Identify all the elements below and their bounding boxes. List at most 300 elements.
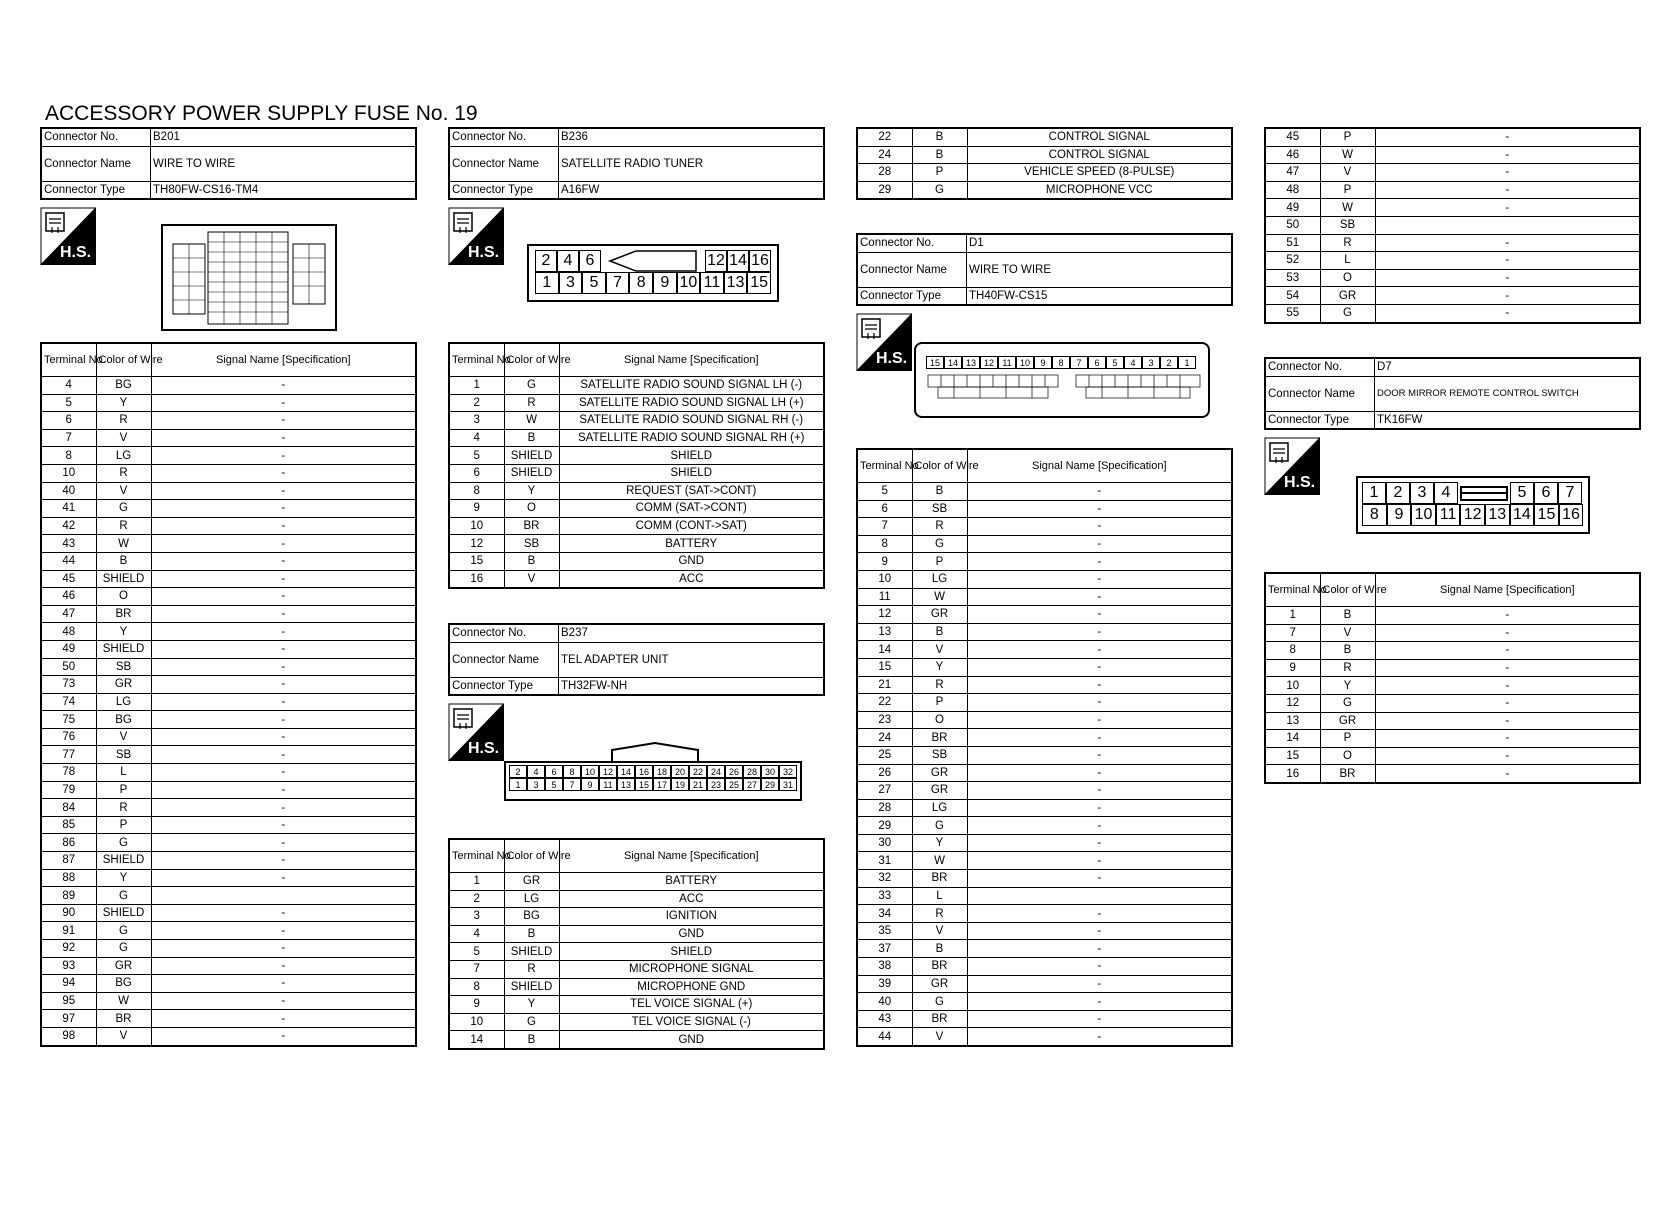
table-row [41, 869, 416, 887]
table-row [41, 852, 416, 870]
terminal-no-cell: 6 [449, 464, 504, 482]
table-row [857, 993, 1232, 1011]
signal-name-cell: - [967, 570, 1232, 588]
connector-pin: 16 [635, 765, 653, 778]
terminal-no-cell: 50 [1265, 216, 1320, 234]
table-row [1265, 304, 1640, 322]
connector-type-value: TH32FW-NH [559, 677, 825, 695]
signal-name-cell: ACC [559, 570, 824, 588]
connector-face-b201 [161, 224, 337, 331]
connector-b236 [448, 127, 825, 200]
connector-pin: 9 [1387, 504, 1412, 526]
wire-color-cell: B [912, 940, 967, 958]
terminal-no-cell: 28 [857, 799, 912, 817]
connector-pin: 9 [653, 272, 677, 294]
signal-name-cell: GND [559, 552, 824, 570]
table-row [449, 412, 824, 430]
terminal-no-cell: 6 [41, 412, 96, 430]
signal-name-cell: - [967, 922, 1232, 940]
signal-name-cell: - [151, 764, 416, 782]
terminal-table-d1-cont [1264, 127, 1641, 324]
wire-color-cell: G [96, 922, 151, 940]
signal-name-cell: - [1375, 642, 1640, 660]
terminal-no-cell: 48 [41, 623, 96, 641]
terminal-no-cell: 93 [41, 957, 96, 975]
wire-color-cell: B [96, 552, 151, 570]
signal-name-cell: SATELLITE RADIO SOUND SIGNAL RH (+) [559, 429, 824, 447]
connector-pin: 32 [779, 765, 797, 778]
signal-name-cell: - [967, 834, 1232, 852]
wire-color-cell: O [1320, 269, 1375, 287]
wire-color-cell: G [96, 834, 151, 852]
key-shape [610, 250, 696, 272]
table-row [1265, 747, 1640, 765]
terminal-no-cell: 55 [1265, 304, 1320, 322]
table-row [857, 164, 1232, 182]
signal-name-cell [1375, 216, 1640, 234]
terminal-no-cell: 1 [1265, 607, 1320, 625]
signal-name-cell: - [967, 1028, 1232, 1046]
terminal-no-cell: 86 [41, 834, 96, 852]
terminal-table-b237 [448, 838, 825, 1050]
table-row [857, 588, 1232, 606]
terminal-table-b237-cont-wrap [856, 127, 1233, 200]
wire-color-cell: B [1320, 642, 1375, 660]
signal-name-cell: - [1375, 624, 1640, 642]
wire-color-cell: V [912, 1028, 967, 1046]
connector-no-value: D1 [967, 234, 1233, 252]
wire-color-cell: R [912, 676, 967, 694]
connector-pin: 26 [725, 765, 743, 778]
hs-icon [1264, 437, 1320, 495]
terminal-no-cell: 22 [857, 128, 912, 146]
table-row [41, 1027, 416, 1045]
terminal-no-cell: 90 [41, 904, 96, 922]
table-row [857, 676, 1232, 694]
table-row [41, 500, 416, 518]
terminal-no-cell: 27 [857, 782, 912, 800]
connector-pin: 11 [599, 778, 617, 791]
terminal-no-cell: 29 [857, 817, 912, 835]
table-row [449, 500, 824, 518]
connector-pin: 5 [1510, 482, 1534, 504]
connector-pin: 24 [707, 765, 725, 778]
wire-color-cell: L [912, 887, 967, 905]
terminal-no-cell: 75 [41, 711, 96, 729]
table-row [857, 128, 1232, 146]
connector-pin: 25 [725, 778, 743, 791]
wire-color-cell: B [912, 623, 967, 641]
table-row [857, 905, 1232, 923]
terminal-no-cell: 85 [41, 816, 96, 834]
hs-badge [1264, 437, 1320, 495]
wire-color-cell: G [1320, 694, 1375, 712]
wire-color-cell: G [96, 500, 151, 518]
connector-pin: 17 [653, 778, 671, 791]
connector-pin: 30 [761, 765, 779, 778]
wire-color-cell: G [96, 940, 151, 958]
table-row [857, 570, 1232, 588]
connector-pin: 10 [677, 272, 701, 294]
connector-pin: 2 [1386, 482, 1410, 504]
wire-color-cell: LG [912, 799, 967, 817]
table-row [1265, 730, 1640, 748]
table-row [41, 464, 416, 482]
terminal-no-cell: 42 [41, 517, 96, 535]
connector-pin: 28 [743, 765, 761, 778]
wire-color-cell: Y [96, 394, 151, 412]
wire-color-cell: W [1320, 199, 1375, 217]
signal-name-cell: - [151, 1010, 416, 1028]
table-row [449, 925, 824, 943]
terminal-no-cell: 45 [41, 570, 96, 588]
connector-pin: 11 [700, 272, 724, 294]
connector-info-table [856, 233, 1233, 306]
terminal-no-cell: 16 [1265, 765, 1320, 783]
table-row [1265, 269, 1640, 287]
connector-pin: 9 [581, 778, 599, 791]
wire-color-cell: SHIELD [96, 852, 151, 870]
signal-name-header: Signal Name [Specification] [559, 343, 824, 377]
signal-name-cell: - [967, 958, 1232, 976]
signal-name-header: Signal Name [Specification] [1375, 573, 1640, 607]
terminal-no-cell: 94 [41, 975, 96, 993]
signal-name-cell: - [151, 552, 416, 570]
wire-color-cell: Y [96, 869, 151, 887]
signal-name-cell: - [967, 764, 1232, 782]
table-row [857, 799, 1232, 817]
signal-name-cell: - [151, 693, 416, 711]
connector-type-label: Connector Type [449, 181, 559, 199]
signal-name-cell: - [967, 746, 1232, 764]
table-row [857, 641, 1232, 659]
connector-pin: 3 [527, 778, 545, 791]
table-row [41, 412, 416, 430]
signal-name-cell: - [151, 992, 416, 1010]
signal-name-cell: GND [559, 1031, 824, 1049]
connector-info-table [448, 623, 825, 696]
connector-pin: 3 [1142, 356, 1160, 369]
table-row [1265, 765, 1640, 783]
connector-face-b236 [527, 244, 779, 302]
terminal-no-cell: 28 [857, 164, 912, 182]
terminal-no-cell: 1 [449, 377, 504, 395]
signal-name-cell: - [1375, 287, 1640, 305]
wire-color-cell: V [1320, 624, 1375, 642]
wire-color-cell: LG [504, 890, 559, 908]
connector-name-value: WIRE TO WIRE [967, 252, 1233, 287]
connector-pin: 15 [1534, 504, 1559, 526]
connector-pin: 14 [1510, 504, 1535, 526]
table-row [41, 922, 416, 940]
terminal-no-cell: 49 [41, 640, 96, 658]
terminal-table-b237-wrap [448, 838, 825, 1050]
connector-pin: 19 [671, 778, 689, 791]
connector-pin: 11 [1436, 504, 1461, 526]
terminal-no-cell: 8 [41, 447, 96, 465]
terminal-no-header: Terminal No. [41, 343, 96, 377]
table-row [857, 606, 1232, 624]
wire-color-cell: B [912, 146, 967, 164]
wire-color-cell: BR [912, 1010, 967, 1028]
signal-name-cell: - [967, 905, 1232, 923]
signal-name-cell: - [151, 464, 416, 482]
terminal-no-cell: 24 [857, 729, 912, 747]
wire-color-cell: G [96, 887, 151, 905]
terminal-no-cell: 15 [449, 552, 504, 570]
connector-pin: 10 [1411, 504, 1436, 526]
connector-name-label: Connector Name [449, 642, 559, 677]
connector-pin: 2 [535, 250, 557, 272]
connector-pin: 8 [1052, 356, 1070, 369]
connector-d1 [856, 233, 1233, 306]
signal-name-cell: - [967, 553, 1232, 571]
table-row [1265, 287, 1640, 305]
terminal-no-cell: 13 [857, 623, 912, 641]
connector-pin: 13 [617, 778, 635, 791]
signal-name-cell: - [151, 1027, 416, 1045]
terminal-no-cell: 37 [857, 940, 912, 958]
terminal-no-header: Terminal No. [449, 839, 504, 873]
terminal-no-cell: 5 [449, 447, 504, 465]
table-row [449, 482, 824, 500]
table-row [857, 518, 1232, 536]
connector-pin: 5 [582, 272, 606, 294]
wire-color-cell: G [912, 181, 967, 199]
wire-color-cell: SHIELD [504, 464, 559, 482]
wire-color-cell: G [504, 377, 559, 395]
wire-color-cell: P [96, 816, 151, 834]
terminal-no-cell: 10 [449, 1013, 504, 1031]
terminal-no-cell: 3 [449, 412, 504, 430]
table-row [449, 890, 824, 908]
table-row [1265, 128, 1640, 146]
connector-no-label: Connector No. [449, 624, 559, 642]
terminal-no-cell: 39 [857, 975, 912, 993]
signal-name-cell: - [1375, 252, 1640, 270]
wire-color-cell: SB [96, 658, 151, 676]
connector-pin: 6 [579, 250, 601, 272]
signal-name-cell: SATELLITE RADIO SOUND SIGNAL LH (+) [559, 394, 824, 412]
table-row [449, 377, 824, 395]
pin-row-bottom [1362, 504, 1584, 526]
connector-pin: 16 [1559, 504, 1584, 526]
wire-color-cell: B [912, 128, 967, 146]
terminal-no-cell: 9 [857, 553, 912, 571]
connector-pin: 12 [980, 356, 998, 369]
terminal-no-cell: 40 [857, 993, 912, 1011]
signal-name-cell: - [967, 729, 1232, 747]
connector-pin: 3 [1410, 482, 1434, 504]
terminal-table-d1-wrap [856, 448, 1233, 1047]
terminal-no-cell: 87 [41, 852, 96, 870]
signal-name-cell: - [151, 588, 416, 606]
wire-color-cell: SHIELD [504, 943, 559, 961]
terminal-no-cell: 14 [857, 641, 912, 659]
table-row [857, 817, 1232, 835]
signal-name-cell: - [151, 904, 416, 922]
table-row [41, 834, 416, 852]
signal-name-cell: - [967, 799, 1232, 817]
signal-name-cell: - [967, 694, 1232, 712]
connector-name-value: SATELLITE RADIO TUNER [559, 146, 825, 181]
terminal-no-cell: 97 [41, 1010, 96, 1028]
color-of-wire-header: Color of Wire [96, 343, 151, 377]
signal-name-cell: MICROPHONE GND [559, 978, 824, 996]
connector-name-value: WIRE TO WIRE [151, 146, 417, 181]
table-row [857, 887, 1232, 905]
pin-row-top [509, 765, 797, 778]
terminal-no-cell: 9 [449, 996, 504, 1014]
signal-name-cell: CONTROL SIGNAL [967, 146, 1232, 164]
signal-name-header: Signal Name [Specification] [967, 449, 1232, 483]
signal-name-cell: - [967, 483, 1232, 501]
terminal-no-cell: 92 [41, 940, 96, 958]
table-row [41, 429, 416, 447]
hs-badge [448, 703, 504, 761]
signal-name-cell: - [967, 500, 1232, 518]
hs-icon [856, 313, 912, 371]
terminal-no-cell: 5 [857, 483, 912, 501]
connector-pin: 15 [635, 778, 653, 791]
connector-type-value: TK16FW [1375, 411, 1641, 429]
wire-color-cell: GR [912, 764, 967, 782]
wire-color-cell: B [504, 429, 559, 447]
wire-color-cell: B [504, 552, 559, 570]
terminal-no-cell: 8 [449, 482, 504, 500]
signal-name-cell: - [151, 834, 416, 852]
wire-color-cell: O [912, 711, 967, 729]
table-row [41, 535, 416, 553]
signal-name-cell: IGNITION [559, 908, 824, 926]
signal-name-cell: - [151, 922, 416, 940]
table-row [1265, 659, 1640, 677]
table-row [857, 764, 1232, 782]
terminal-no-cell: 77 [41, 746, 96, 764]
wire-color-cell: BG [96, 711, 151, 729]
signal-name-cell: - [1375, 659, 1640, 677]
signal-name-cell: TEL VOICE SIGNAL (+) [559, 996, 824, 1014]
signal-name-cell: - [1375, 747, 1640, 765]
connector-d7 [1264, 357, 1641, 430]
table-row [41, 904, 416, 922]
wire-color-cell: W [96, 992, 151, 1010]
wire-color-cell: Y [912, 834, 967, 852]
wire-color-cell: SB [504, 535, 559, 553]
signal-name-cell: - [151, 658, 416, 676]
terminal-no-cell: 7 [1265, 624, 1320, 642]
wire-color-cell: W [96, 535, 151, 553]
signal-name-cell: SATELLITE RADIO SOUND SIGNAL RH (-) [559, 412, 824, 430]
connector-pin: 13 [962, 356, 980, 369]
terminal-no-cell: 8 [1265, 642, 1320, 660]
connector-pin: 7 [1558, 482, 1582, 504]
page-title: ACCESSORY POWER SUPPLY FUSE No. 19 [45, 102, 478, 125]
signal-name-cell: - [151, 500, 416, 518]
connector-pin: 8 [1362, 504, 1387, 526]
wire-color-cell: V [96, 482, 151, 500]
signal-name-cell: GND [559, 925, 824, 943]
terminal-no-cell: 9 [449, 500, 504, 518]
table-row [857, 1028, 1232, 1046]
wire-color-cell: B [504, 1031, 559, 1049]
signal-name-cell: - [151, 852, 416, 870]
terminal-table-b236 [448, 342, 825, 589]
pin-row-bottom [509, 778, 797, 791]
wire-color-cell: W [1320, 146, 1375, 164]
table-row [857, 834, 1232, 852]
wire-color-cell: GR [912, 975, 967, 993]
wire-color-cell: R [912, 518, 967, 536]
table-row [41, 746, 416, 764]
table-row [41, 781, 416, 799]
hs-icon [448, 207, 504, 265]
wire-color-cell: GR [912, 606, 967, 624]
wire-color-cell: V [1320, 164, 1375, 182]
wire-color-cell: V [912, 641, 967, 659]
connector-type-label: Connector Type [857, 287, 967, 305]
table-row [41, 992, 416, 1010]
table-row [1265, 181, 1640, 199]
connector-info-table [448, 127, 825, 200]
table-row [857, 922, 1232, 940]
table-row [857, 658, 1232, 676]
terminal-no-cell: 14 [449, 1031, 504, 1049]
terminal-no-cell: 14 [1265, 730, 1320, 748]
signal-name-cell: VEHICLE SPEED (8-PULSE) [967, 164, 1232, 182]
hs-label: H.S. [468, 244, 500, 261]
table-row [41, 658, 416, 676]
terminal-no-cell: 43 [857, 1010, 912, 1028]
table-row [41, 975, 416, 993]
table-row [41, 605, 416, 623]
signal-name-cell: - [1375, 677, 1640, 695]
signal-name-cell: - [967, 676, 1232, 694]
wire-color-cell: V [912, 922, 967, 940]
signal-name-cell: - [151, 640, 416, 658]
connector-pin: 4 [557, 250, 579, 272]
wire-color-cell: SB [912, 500, 967, 518]
terminal-no-cell: 46 [1265, 146, 1320, 164]
signal-name-cell: - [967, 817, 1232, 835]
signal-name-cell: - [151, 394, 416, 412]
table-row [449, 1013, 824, 1031]
wire-color-cell: SB [912, 746, 967, 764]
terminal-no-cell: 22 [857, 694, 912, 712]
signal-name-cell: - [151, 676, 416, 694]
signal-name-cell: - [151, 482, 416, 500]
signal-name-header: Signal Name [Specification] [559, 839, 824, 873]
wire-color-cell: BG [96, 975, 151, 993]
terminal-no-cell: 46 [41, 588, 96, 606]
wire-color-cell: R [1320, 659, 1375, 677]
terminal-no-cell: 10 [1265, 677, 1320, 695]
signal-name-cell: - [967, 623, 1232, 641]
signal-name-cell: - [151, 570, 416, 588]
hs-label: H.S. [468, 740, 500, 757]
color-of-wire-header: Color of Wire [504, 839, 559, 873]
table-row [449, 447, 824, 465]
table-row [449, 978, 824, 996]
terminal-no-cell: 35 [857, 922, 912, 940]
wire-color-cell: P [1320, 730, 1375, 748]
connector-no-label: Connector No. [41, 128, 151, 146]
terminal-no-cell: 84 [41, 799, 96, 817]
signal-name-cell: - [1375, 199, 1640, 217]
terminal-table-b201 [40, 342, 417, 1047]
terminal-no-cell: 33 [857, 887, 912, 905]
hs-badge [856, 313, 912, 371]
